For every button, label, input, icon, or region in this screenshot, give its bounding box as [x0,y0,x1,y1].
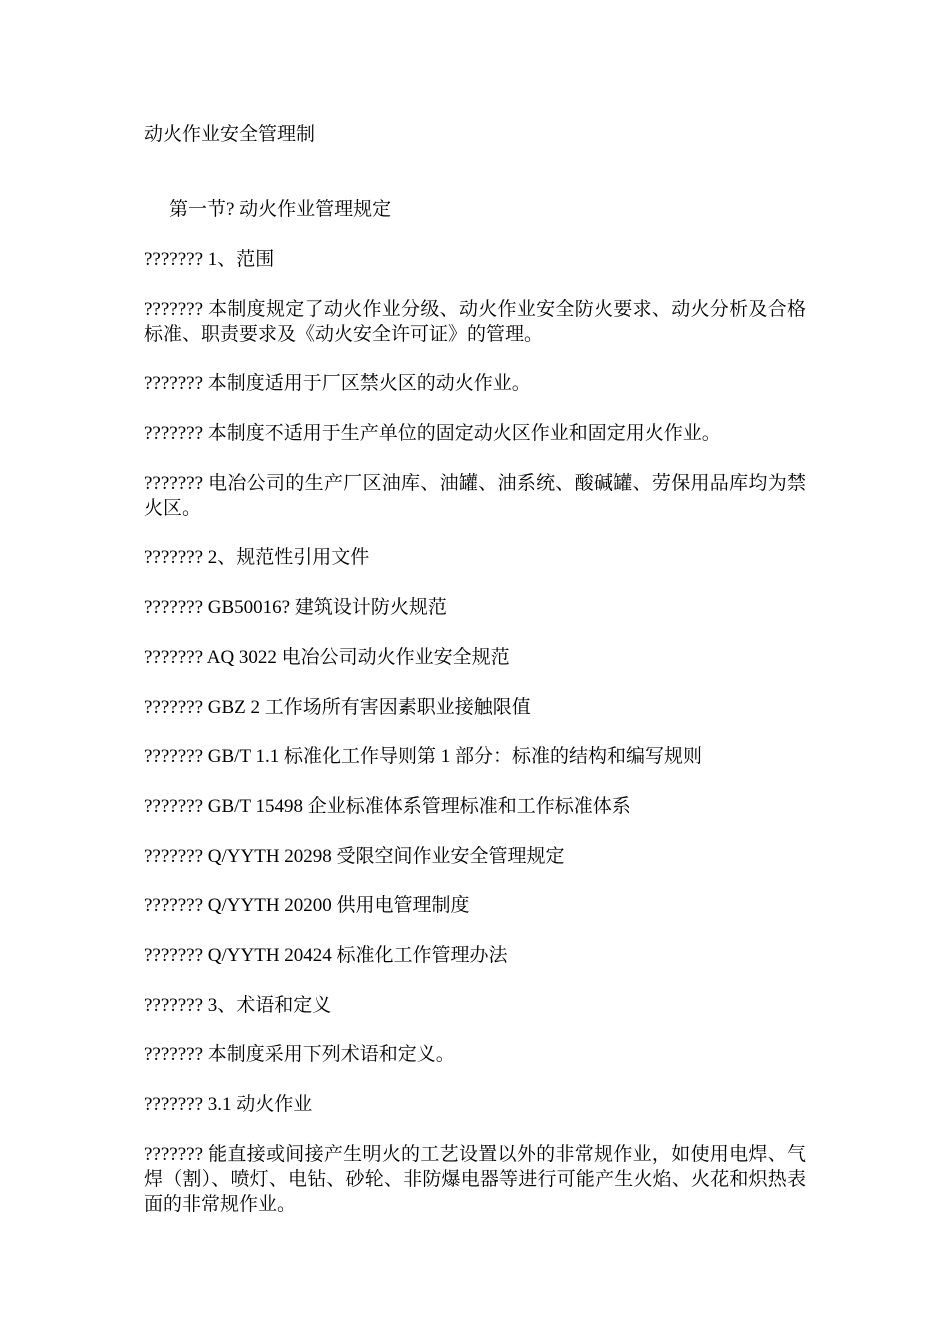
paragraph-terms-heading: ??????? 3、术语和定义 [144,994,332,1016]
document-title: 动火作业安全管理制 [144,124,316,145]
paragraph-scope-content: ??????? 本制度规定了动火作业分级、动火作业安全防火要求、动火分析及合格标准、职责要求及《动火安全许可证》的管理。 [144,298,806,345]
reference-item: ??????? Q/YYTH 20200 供用电管理制度 [144,895,470,917]
reference-item: ??????? GBZ 2 工作场所有害因素职业接触限值 [144,696,531,718]
paragraph-scope-applies: ??????? 本制度适用于厂区禁火区的动火作业。 [144,373,531,395]
paragraph-scope-excludes: ??????? 本制度不适用于生产单位的固定动火区作业和固定用火作业。 [144,423,721,445]
paragraph-references-heading: ??????? 2、规范性引用文件 [144,547,370,569]
document-body [144,122,806,1217]
paragraph-scope-heading: ??????? 1、范围 [144,249,275,270]
reference-item: ??????? Q/YYTH 20424 标准化工作管理办法 [144,944,508,966]
reference-item: ??????? Q/YYTH 20298 受限空间作业安全管理规定 [144,845,565,867]
paragraph-fire-zones: ??????? 电冶公司的生产厂区油库、油罐、油系统、酸碱罐、劳保用品库均为禁火区。 [144,472,806,519]
paragraph-term-hot-work-definition: ??????? 能直接或间接产生明火的工艺设置以外的非常规作业，如使用电焊、气焊（割）、喷灯、电钻、砂轮、非防爆电器等进行可能产生火焰、火花和炽热表面的非常规作业。 [144,1143,806,1215]
reference-item: ??????? GB50016? 建筑设计防火规范 [144,597,447,619]
paragraph-terms-intro: ??????? 本制度采用下列术语和定义。 [144,1044,455,1066]
section-heading: 第一节? 动火作业管理规定 [169,199,392,220]
reference-item: ??????? AQ 3022 电冶公司动火作业安全规范 [144,646,510,668]
reference-item: ??????? GB/T 15498 企业标准体系管理标准和工作标准体系 [144,795,631,817]
paragraph-term-hot-work: ??????? 3.1 动火作业 [144,1094,313,1115]
reference-item: ??????? GB/T 1.1 标准化工作导则第 1 部分：标准的结构和编写规则 [144,746,702,768]
